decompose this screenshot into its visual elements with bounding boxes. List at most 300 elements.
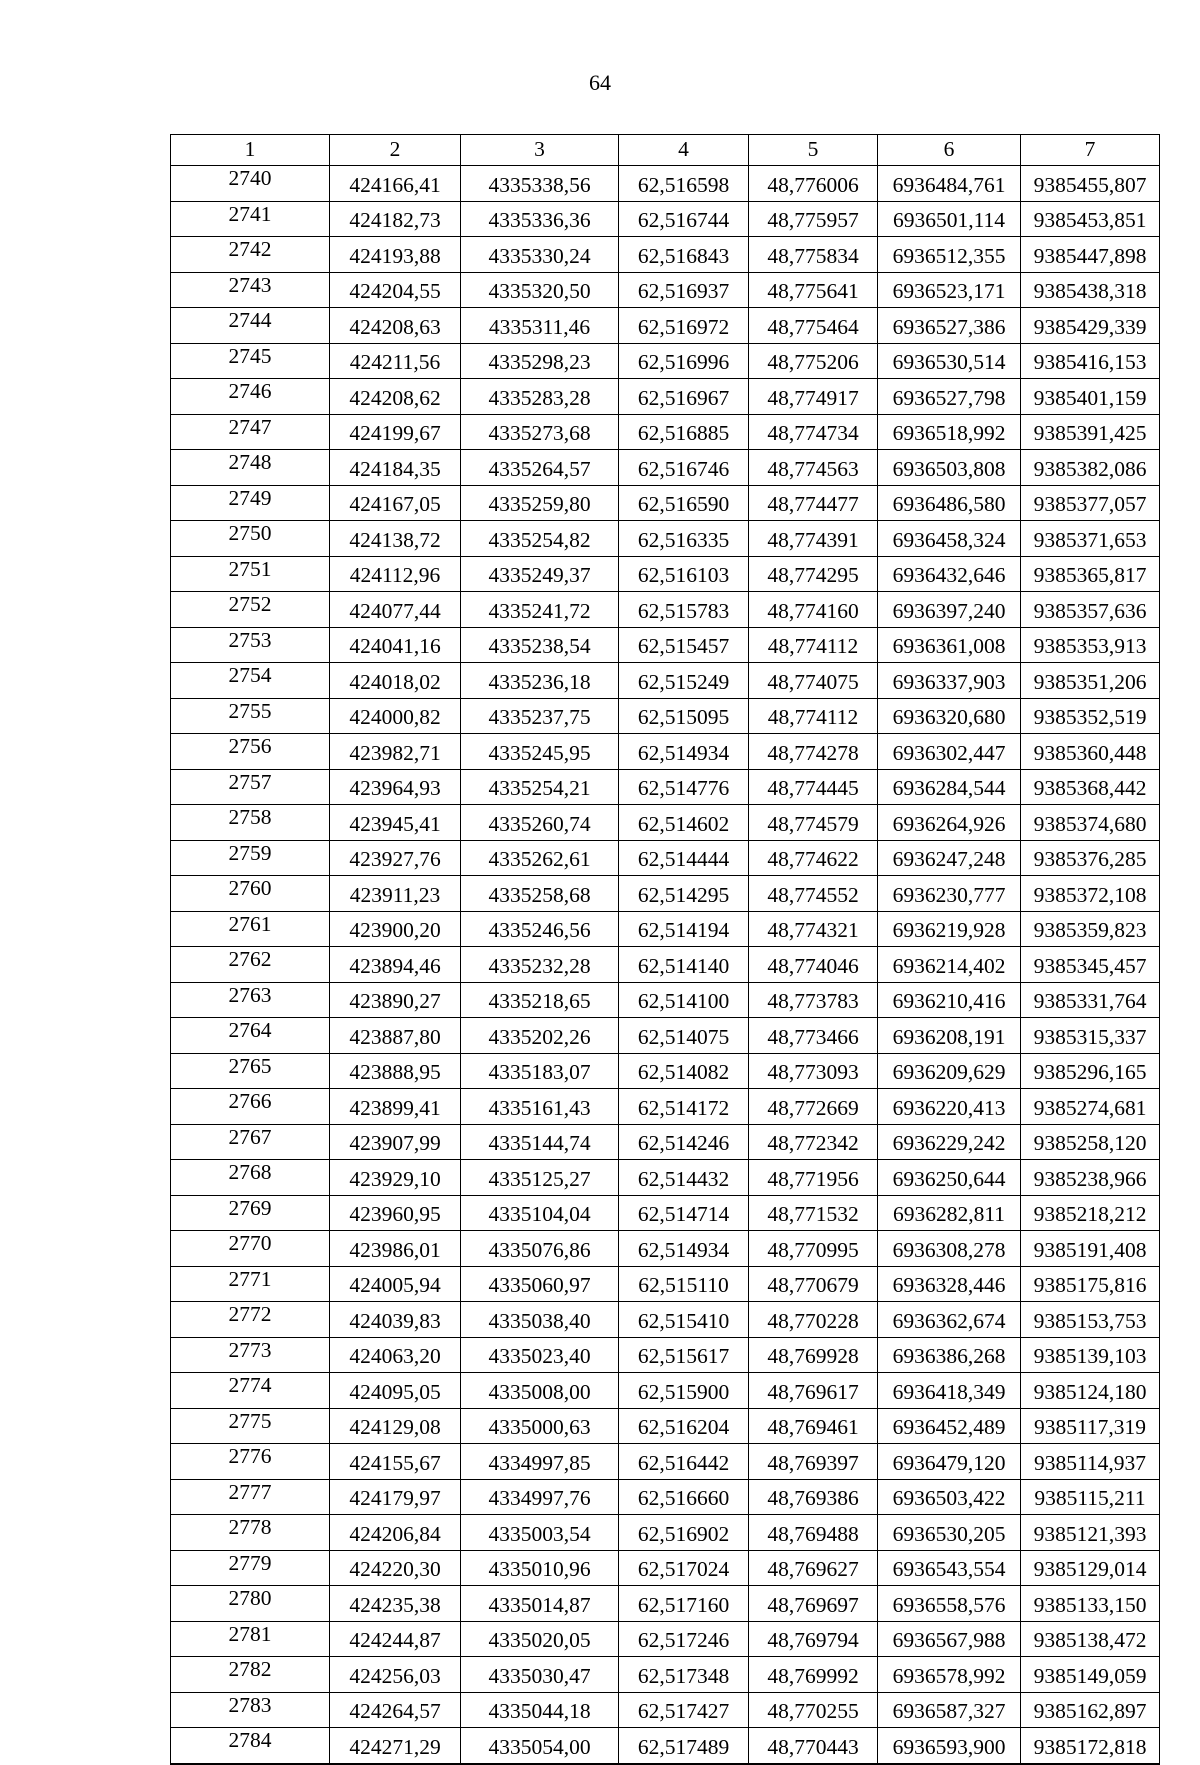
table-row — [171, 343, 1160, 379]
table-cell-col-4: 62,516744 — [619, 201, 749, 237]
column-header-2: 2 — [330, 135, 461, 166]
table-cell-col-1: 2773 — [171, 1337, 330, 1373]
table-row — [171, 1053, 1160, 1089]
table-cell-col-3: 4335023,40 — [461, 1337, 619, 1373]
table-cell-col-4: 62,514934 — [619, 1231, 749, 1267]
table-cell-col-1: 2758 — [171, 805, 330, 841]
table-cell-col-1: 2771 — [171, 1266, 330, 1302]
table-cell-col-7: 9385296,165 — [1021, 1053, 1160, 1089]
table-cell-col-4: 62,516885 — [619, 414, 749, 450]
table-cell-col-3: 4335202,26 — [461, 1018, 619, 1054]
column-header-3: 3 — [461, 135, 619, 166]
table-cell-col-2: 424041,16 — [330, 627, 461, 663]
table-cell-col-7: 9385114,937 — [1021, 1444, 1160, 1480]
table-cell-col-4: 62,515900 — [619, 1373, 749, 1409]
table-cell-col-2: 424095,05 — [330, 1373, 461, 1409]
table-row — [171, 1692, 1160, 1728]
column-header-6: 6 — [878, 135, 1021, 166]
table-cell-col-6: 6936397,240 — [878, 592, 1021, 628]
table-row — [171, 485, 1160, 521]
table-cell-col-1: 2769 — [171, 1195, 330, 1231]
table-cell-col-4: 62,514140 — [619, 947, 749, 983]
table-cell-col-5: 48,769386 — [749, 1479, 878, 1515]
table-cell-col-5: 48,770443 — [749, 1728, 878, 1764]
table-cell-col-3: 4335161,43 — [461, 1089, 619, 1125]
table-row — [171, 166, 1160, 202]
table-cell-col-6: 6936247,248 — [878, 840, 1021, 876]
table-cell-col-7: 9385374,680 — [1021, 805, 1160, 841]
table-cell-col-5: 48,769488 — [749, 1515, 878, 1551]
table-cell-col-7: 9385360,448 — [1021, 734, 1160, 770]
table-cell-col-7: 9385352,519 — [1021, 698, 1160, 734]
table-cell-col-3: 4335183,07 — [461, 1053, 619, 1089]
table-cell-col-2: 423900,20 — [330, 911, 461, 947]
table-cell-col-7: 9385377,057 — [1021, 485, 1160, 521]
table-cell-col-2: 423927,76 — [330, 840, 461, 876]
table-cell-col-3: 4335038,40 — [461, 1302, 619, 1338]
table-cell-col-3: 4335054,00 — [461, 1728, 619, 1764]
table-cell-col-4: 62,514194 — [619, 911, 749, 947]
table-cell-col-1: 2743 — [171, 272, 330, 308]
table-cell-col-2: 424077,44 — [330, 592, 461, 628]
table-cell-col-7: 9385353,913 — [1021, 627, 1160, 663]
table-row — [171, 805, 1160, 841]
table-cell-col-3: 4335264,57 — [461, 450, 619, 486]
table-cell-col-6: 6936302,447 — [878, 734, 1021, 770]
table-cell-col-2: 423960,95 — [330, 1195, 461, 1231]
table-cell-col-6: 6936527,386 — [878, 308, 1021, 344]
table-cell-col-4: 62,516590 — [619, 485, 749, 521]
table-row — [171, 1586, 1160, 1622]
table-cell-col-4: 62,517489 — [619, 1728, 749, 1764]
table-cell-col-5: 48,769697 — [749, 1586, 878, 1622]
table-cell-col-6: 6936518,992 — [878, 414, 1021, 450]
table-cell-col-5: 48,774552 — [749, 876, 878, 912]
table-cell-col-5: 48,776006 — [749, 166, 878, 202]
table-cell-col-2: 424204,55 — [330, 272, 461, 308]
table-row — [171, 556, 1160, 592]
table-cell-col-1: 2770 — [171, 1231, 330, 1267]
table-cell-col-7: 9385115,211 — [1021, 1479, 1160, 1515]
table-cell-col-6: 6936530,205 — [878, 1515, 1021, 1551]
table-cell-col-4: 62,514432 — [619, 1160, 749, 1196]
table-cell-col-7: 9385191,408 — [1021, 1231, 1160, 1267]
table-cell-col-6: 6936458,324 — [878, 521, 1021, 557]
table-cell-col-7: 9385455,807 — [1021, 166, 1160, 202]
table-cell-col-3: 4335232,28 — [461, 947, 619, 983]
table-cell-col-4: 62,515410 — [619, 1302, 749, 1338]
table-cell-col-3: 4335014,87 — [461, 1586, 619, 1622]
column-header-7: 7 — [1021, 135, 1160, 166]
table-cell-col-6: 6936486,580 — [878, 485, 1021, 521]
table-cell-col-7: 9385365,817 — [1021, 556, 1160, 592]
table-cell-col-3: 4335020,05 — [461, 1621, 619, 1657]
table-cell-col-3: 4335273,68 — [461, 414, 619, 450]
table-cell-col-2: 424256,03 — [330, 1657, 461, 1693]
table-cell-col-1: 2776 — [171, 1444, 330, 1480]
table-cell-col-3: 4335238,54 — [461, 627, 619, 663]
table-cell-col-1: 2774 — [171, 1373, 330, 1409]
table-cell-col-4: 62,514776 — [619, 769, 749, 805]
table-cell-col-4: 62,516598 — [619, 166, 749, 202]
table-row — [171, 1408, 1160, 1444]
table-cell-col-2: 424244,87 — [330, 1621, 461, 1657]
table-cell-col-1: 2762 — [171, 947, 330, 983]
table-row — [171, 521, 1160, 557]
table-cell-col-5: 48,774075 — [749, 663, 878, 699]
table-cell-col-1: 2747 — [171, 414, 330, 450]
table-cell-col-3: 4335320,50 — [461, 272, 619, 308]
table-cell-col-1: 2772 — [171, 1302, 330, 1338]
table-cell-col-6: 6936530,514 — [878, 343, 1021, 379]
table-cell-col-2: 424271,29 — [330, 1728, 461, 1764]
table-cell-col-6: 6936229,242 — [878, 1124, 1021, 1160]
table-cell-col-5: 48,770255 — [749, 1692, 878, 1728]
table-cell-col-3: 4335104,04 — [461, 1195, 619, 1231]
table-cell-col-6: 6936503,422 — [878, 1479, 1021, 1515]
table-cell-col-1: 2765 — [171, 1053, 330, 1089]
table-cell-col-6: 6936523,171 — [878, 272, 1021, 308]
table-row — [171, 1266, 1160, 1302]
table-cell-col-3: 4335010,96 — [461, 1550, 619, 1586]
table-cell-col-5: 48,774160 — [749, 592, 878, 628]
table-cell-col-4: 62,516843 — [619, 237, 749, 273]
table-cell-col-4: 62,516972 — [619, 308, 749, 344]
table-cell-col-6: 6936214,402 — [878, 947, 1021, 983]
table-cell-col-1: 2778 — [171, 1515, 330, 1551]
table-cell-col-2: 423911,23 — [330, 876, 461, 912]
table-cell-col-5: 48,774321 — [749, 911, 878, 947]
table-cell-col-6: 6936587,327 — [878, 1692, 1021, 1728]
table-cell-col-3: 4335060,97 — [461, 1266, 619, 1302]
table-row — [171, 1728, 1160, 1764]
table-cell-col-6: 6936219,928 — [878, 911, 1021, 947]
table-cell-col-2: 424018,02 — [330, 663, 461, 699]
table-cell-col-2: 424235,38 — [330, 1586, 461, 1622]
table-cell-col-1: 2764 — [171, 1018, 330, 1054]
table-cell-col-7: 9385376,285 — [1021, 840, 1160, 876]
table-row — [171, 1337, 1160, 1373]
table-cell-col-1: 2783 — [171, 1692, 330, 1728]
page-number: 64 — [589, 70, 611, 95]
table-cell-col-7: 9385382,086 — [1021, 450, 1160, 486]
table-cell-col-1: 2753 — [171, 627, 330, 663]
table-cell-col-7: 9385453,851 — [1021, 201, 1160, 237]
table-row — [171, 1231, 1160, 1267]
table-cell-col-3: 4335311,46 — [461, 308, 619, 344]
table-row — [171, 627, 1160, 663]
table-cell-col-3: 4335338,56 — [461, 166, 619, 202]
table-cell-col-3: 4335030,47 — [461, 1657, 619, 1693]
table-cell-col-3: 4335246,56 — [461, 911, 619, 947]
table-cell-col-5: 48,772342 — [749, 1124, 878, 1160]
table-cell-col-4: 62,514714 — [619, 1195, 749, 1231]
table-cell-col-2: 424199,67 — [330, 414, 461, 450]
table-row — [171, 1515, 1160, 1551]
table-cell-col-3: 4335000,63 — [461, 1408, 619, 1444]
table-cell-col-2: 424182,73 — [330, 201, 461, 237]
table-cell-col-5: 48,769397 — [749, 1444, 878, 1480]
table-cell-col-2: 423907,99 — [330, 1124, 461, 1160]
table-cell-col-4: 62,516335 — [619, 521, 749, 557]
table-cell-col-3: 4335008,00 — [461, 1373, 619, 1409]
table-cell-col-3: 4335241,72 — [461, 592, 619, 628]
table-cell-col-5: 48,774046 — [749, 947, 878, 983]
table-cell-col-2: 424179,97 — [330, 1479, 461, 1515]
table-cell-col-4: 62,515110 — [619, 1266, 749, 1302]
table-row — [171, 947, 1160, 983]
table-cell-col-1: 2784 — [171, 1728, 330, 1764]
table-cell-col-1: 2779 — [171, 1550, 330, 1586]
table-cell-col-3: 4334997,76 — [461, 1479, 619, 1515]
coordinates-table-container — [170, 134, 1159, 1765]
table-cell-col-1: 2757 — [171, 769, 330, 805]
table-cell-col-2: 424005,94 — [330, 1266, 461, 1302]
table-cell-col-3: 4335218,65 — [461, 982, 619, 1018]
table-cell-col-5: 48,774278 — [749, 734, 878, 770]
table-cell-col-2: 424138,72 — [330, 521, 461, 557]
table-cell-col-3: 4335003,54 — [461, 1515, 619, 1551]
table-cell-col-6: 6936386,268 — [878, 1337, 1021, 1373]
table-cell-col-7: 9385438,318 — [1021, 272, 1160, 308]
table-cell-col-7: 9385391,425 — [1021, 414, 1160, 450]
table-cell-col-5: 48,774734 — [749, 414, 878, 450]
table-cell-col-7: 9385371,653 — [1021, 521, 1160, 557]
table-cell-col-5: 48,773093 — [749, 1053, 878, 1089]
table-cell-col-1: 2750 — [171, 521, 330, 557]
table-cell-col-2: 424220,30 — [330, 1550, 461, 1586]
table-cell-col-5: 48,774112 — [749, 698, 878, 734]
table-cell-col-2: 424155,67 — [330, 1444, 461, 1480]
table-cell-col-4: 62,515457 — [619, 627, 749, 663]
table-cell-col-2: 423986,01 — [330, 1231, 461, 1267]
table-cell-col-5: 48,774391 — [749, 521, 878, 557]
table-cell-col-7: 9385149,059 — [1021, 1657, 1160, 1693]
table-cell-col-6: 6936543,554 — [878, 1550, 1021, 1586]
table-cell-col-3: 4335144,74 — [461, 1124, 619, 1160]
table-row — [171, 379, 1160, 415]
table-cell-col-6: 6936593,900 — [878, 1728, 1021, 1764]
table-cell-col-4: 62,514172 — [619, 1089, 749, 1125]
table-cell-col-2: 423964,93 — [330, 769, 461, 805]
table-cell-col-7: 9385175,816 — [1021, 1266, 1160, 1302]
table-cell-col-7: 9385401,159 — [1021, 379, 1160, 415]
table-cell-col-1: 2746 — [171, 379, 330, 415]
table-cell-col-7: 9385124,180 — [1021, 1373, 1160, 1409]
table-cell-col-1: 2759 — [171, 840, 330, 876]
table-cell-col-2: 424184,35 — [330, 450, 461, 486]
table-cell-col-7: 9385345,457 — [1021, 947, 1160, 983]
table-cell-col-2: 424193,88 — [330, 237, 461, 273]
table-row — [171, 982, 1160, 1018]
table-cell-col-1: 2740 — [171, 166, 330, 202]
table-cell-col-2: 424112,96 — [330, 556, 461, 592]
table-cell-col-7: 9385315,337 — [1021, 1018, 1160, 1054]
table-cell-col-7: 9385117,319 — [1021, 1408, 1160, 1444]
column-header-4: 4 — [619, 135, 749, 166]
table-row — [171, 1089, 1160, 1125]
table-cell-col-2: 423887,80 — [330, 1018, 461, 1054]
table-cell-col-3: 4335336,36 — [461, 201, 619, 237]
table-cell-col-7: 9385331,764 — [1021, 982, 1160, 1018]
table-cell-col-6: 6936337,903 — [878, 663, 1021, 699]
table-row — [171, 911, 1160, 947]
table-cell-col-6: 6936284,544 — [878, 769, 1021, 805]
table-cell-col-3: 4335236,18 — [461, 663, 619, 699]
table-cell-col-3: 4334997,85 — [461, 1444, 619, 1480]
table-cell-col-1: 2768 — [171, 1160, 330, 1196]
table-cell-col-5: 48,771532 — [749, 1195, 878, 1231]
table-cell-col-2: 424039,83 — [330, 1302, 461, 1338]
table-row — [171, 308, 1160, 344]
table-cell-col-2: 423945,41 — [330, 805, 461, 841]
table-cell-col-1: 2749 — [171, 485, 330, 521]
table-cell-col-4: 62,517024 — [619, 1550, 749, 1586]
table-cell-col-4: 62,514082 — [619, 1053, 749, 1089]
table-cell-col-5: 48,770995 — [749, 1231, 878, 1267]
table-row — [171, 1018, 1160, 1054]
table-cell-col-6: 6936282,811 — [878, 1195, 1021, 1231]
table-cell-col-4: 62,514246 — [619, 1124, 749, 1160]
table-row — [171, 1302, 1160, 1338]
table-cell-col-4: 62,515095 — [619, 698, 749, 734]
table-cell-col-3: 4335258,68 — [461, 876, 619, 912]
table-cell-col-3: 4335076,86 — [461, 1231, 619, 1267]
table-row — [171, 1160, 1160, 1196]
table-row — [171, 840, 1160, 876]
table-body — [171, 166, 1160, 1764]
table-cell-col-3: 4335125,27 — [461, 1160, 619, 1196]
table-cell-col-3: 4335254,21 — [461, 769, 619, 805]
table-cell-col-6: 6936578,992 — [878, 1657, 1021, 1693]
table-cell-col-3: 4335245,95 — [461, 734, 619, 770]
table-cell-col-7: 9385172,818 — [1021, 1728, 1160, 1764]
table-row — [171, 592, 1160, 628]
table-cell-col-1: 2782 — [171, 1657, 330, 1693]
table-cell-col-1: 2777 — [171, 1479, 330, 1515]
table-cell-col-1: 2766 — [171, 1089, 330, 1125]
table-cell-col-4: 62,516996 — [619, 343, 749, 379]
table-cell-col-1: 2748 — [171, 450, 330, 486]
table-row — [171, 769, 1160, 805]
table-cell-col-6: 6936452,489 — [878, 1408, 1021, 1444]
table-cell-col-3: 4335283,28 — [461, 379, 619, 415]
table-cell-col-5: 48,775834 — [749, 237, 878, 273]
table-cell-col-5: 48,769627 — [749, 1550, 878, 1586]
table-row — [171, 1657, 1160, 1693]
table-cell-col-6: 6936361,008 — [878, 627, 1021, 663]
table-cell-col-6: 6936503,808 — [878, 450, 1021, 486]
table-cell-col-7: 9385447,898 — [1021, 237, 1160, 273]
table-cell-col-1: 2755 — [171, 698, 330, 734]
table-cell-col-5: 48,769992 — [749, 1657, 878, 1693]
table-cell-col-4: 62,516103 — [619, 556, 749, 592]
table-cell-col-4: 62,516442 — [619, 1444, 749, 1480]
table-cell-col-2: 424129,08 — [330, 1408, 461, 1444]
table-cell-col-3: 4335330,24 — [461, 237, 619, 273]
table-cell-col-5: 48,772669 — [749, 1089, 878, 1125]
table-row — [171, 450, 1160, 486]
table-cell-col-4: 62,517246 — [619, 1621, 749, 1657]
table-cell-col-5: 48,774917 — [749, 379, 878, 415]
table-cell-col-7: 9385357,636 — [1021, 592, 1160, 628]
table-cell-col-2: 424208,62 — [330, 379, 461, 415]
table-cell-col-7: 9385153,753 — [1021, 1302, 1160, 1338]
table-cell-col-1: 2761 — [171, 911, 330, 947]
table-cell-col-6: 6936264,926 — [878, 805, 1021, 841]
table-cell-col-4: 62,516902 — [619, 1515, 749, 1551]
table-cell-col-6: 6936432,646 — [878, 556, 1021, 592]
table-cell-col-6: 6936210,416 — [878, 982, 1021, 1018]
table-cell-col-3: 4335249,37 — [461, 556, 619, 592]
table-cell-col-1: 2744 — [171, 308, 330, 344]
table-cell-col-4: 62,514100 — [619, 982, 749, 1018]
table-cell-col-4: 62,516746 — [619, 450, 749, 486]
table-cell-col-3: 4335262,61 — [461, 840, 619, 876]
table-header-row — [171, 135, 1160, 166]
table-cell-col-5: 48,769461 — [749, 1408, 878, 1444]
table-row — [171, 1550, 1160, 1586]
table-cell-col-1: 2767 — [171, 1124, 330, 1160]
table-cell-col-2: 424167,05 — [330, 485, 461, 521]
table-cell-col-7: 9385359,823 — [1021, 911, 1160, 947]
table-cell-col-6: 6936230,777 — [878, 876, 1021, 912]
table-cell-col-5: 48,774579 — [749, 805, 878, 841]
table-cell-col-5: 48,774445 — [749, 769, 878, 805]
table-cell-col-6: 6936320,680 — [878, 698, 1021, 734]
table-cell-col-2: 424063,20 — [330, 1337, 461, 1373]
table-cell-col-6: 6936308,278 — [878, 1231, 1021, 1267]
table-cell-col-5: 48,769617 — [749, 1373, 878, 1409]
table-cell-col-2: 423888,95 — [330, 1053, 461, 1089]
table-cell-col-2: 424000,82 — [330, 698, 461, 734]
table-row — [171, 414, 1160, 450]
table-cell-col-5: 48,775464 — [749, 308, 878, 344]
table-cell-col-1: 2781 — [171, 1621, 330, 1657]
coordinates-table — [170, 134, 1160, 1765]
table-cell-col-1: 2756 — [171, 734, 330, 770]
table-cell-col-4: 62,514444 — [619, 840, 749, 876]
table-cell-col-1: 2775 — [171, 1408, 330, 1444]
table-row — [171, 734, 1160, 770]
table-cell-col-1: 2760 — [171, 876, 330, 912]
table-cell-col-7: 9385416,153 — [1021, 343, 1160, 379]
table-cell-col-4: 62,517427 — [619, 1692, 749, 1728]
table-cell-col-5: 48,769794 — [749, 1621, 878, 1657]
table-row — [171, 1124, 1160, 1160]
table-cell-col-7: 9385138,472 — [1021, 1621, 1160, 1657]
table-cell-col-1: 2754 — [171, 663, 330, 699]
table-cell-col-2: 423982,71 — [330, 734, 461, 770]
table-cell-col-5: 48,774295 — [749, 556, 878, 592]
table-cell-col-4: 62,517348 — [619, 1657, 749, 1693]
table-cell-col-7: 9385162,897 — [1021, 1692, 1160, 1728]
table-cell-col-4: 62,515783 — [619, 592, 749, 628]
table-cell-col-4: 62,515617 — [619, 1337, 749, 1373]
table-row — [171, 1621, 1160, 1657]
table-cell-col-3: 4335298,23 — [461, 343, 619, 379]
column-header-5: 5 — [749, 135, 878, 166]
table-cell-col-5: 48,775641 — [749, 272, 878, 308]
table-row — [171, 876, 1160, 912]
table-cell-col-1: 2780 — [171, 1586, 330, 1622]
table-cell-col-6: 6936209,629 — [878, 1053, 1021, 1089]
table-cell-col-5: 48,773783 — [749, 982, 878, 1018]
table-cell-col-7: 9385218,212 — [1021, 1195, 1160, 1231]
table-cell-col-5: 48,771956 — [749, 1160, 878, 1196]
table-cell-col-3: 4335254,82 — [461, 521, 619, 557]
table-cell-col-4: 62,516660 — [619, 1479, 749, 1515]
